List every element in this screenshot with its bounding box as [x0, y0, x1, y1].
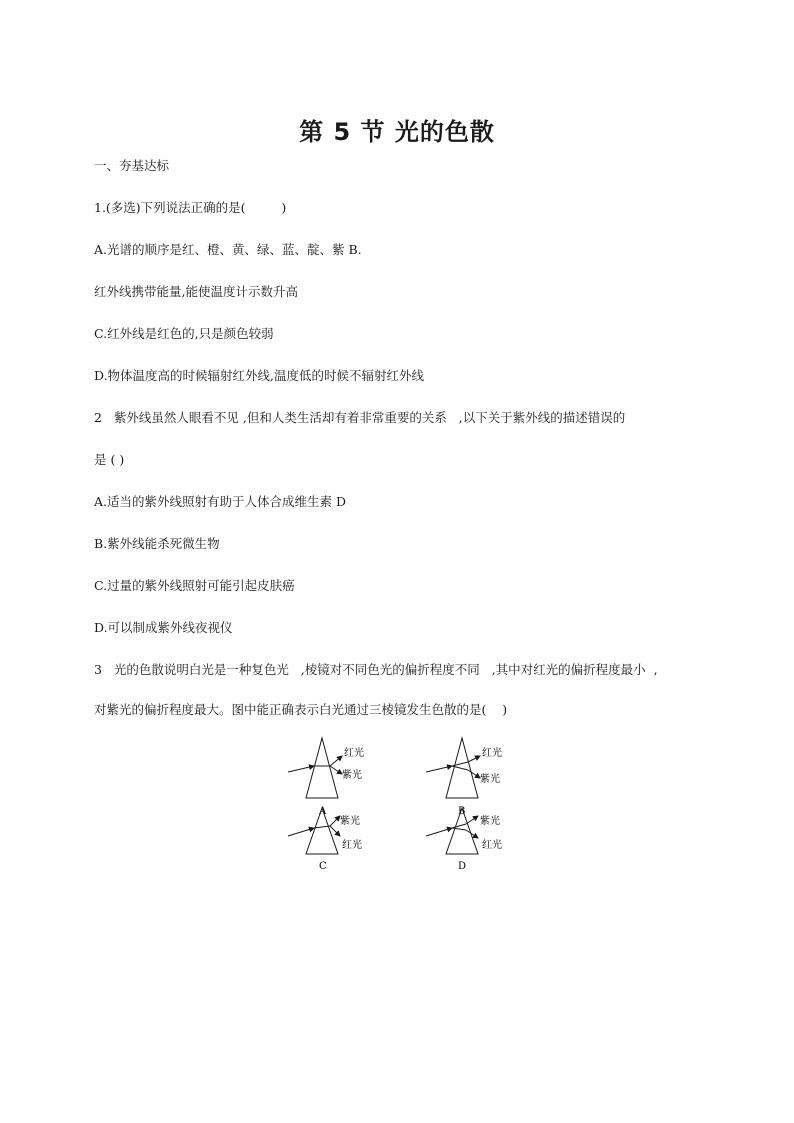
label-violet-a: 紫光: [342, 770, 362, 781]
label-violet-b: 紫光: [480, 774, 500, 785]
label-red-a: 红光: [344, 748, 364, 759]
q1-option-d: D.物体温度高的时候辐射红外线,温度低的时候不辐射红外线: [94, 368, 425, 383]
label-red-c: 红光: [342, 840, 362, 851]
option-label-b: B: [458, 806, 466, 817]
option-label-d: D: [458, 861, 467, 872]
q3-stem-line2: 对紫光的偏折程度最大。图中能正确表示白光通过三棱镜发生色散的是( ): [94, 702, 508, 717]
q2-option-d: D.可以制成紫外线夜视仪: [94, 620, 233, 635]
prism-b: [426, 738, 502, 817]
q1-option-a: A.光谱的顺序是红、橙、黄、绿、蓝、靛、紫 B.: [94, 242, 362, 257]
label-red-d: 红光: [482, 840, 502, 851]
label-violet-d: 紫光: [480, 816, 500, 827]
q2-stem-line2: 是 ( ): [94, 452, 125, 467]
q2-option-a: A.适当的紫外线照射有助于人体合成维生素 D: [94, 494, 346, 509]
label-red-b: 红光: [482, 748, 502, 759]
q2-stem-line1: 2 紫外线虽然人眼看不见 ,但和人类生活却有着非常重要的关系 ,以下关于紫外线的描述错误的: [94, 410, 626, 425]
q1-option-b: 红外线携带能量,能使温度计示数升高: [94, 284, 298, 299]
prism-dispersion-figure: [280, 730, 520, 880]
q2-option-c: C.过量的紫外线照射可能引起皮肤癌: [94, 578, 295, 593]
label-violet-c: 紫光: [340, 816, 360, 827]
section-heading: 一、夯基达标: [94, 158, 170, 173]
q3-stem-line1: 3 光的色散说明白光是一种复色光 ,棱镜对不同色光的偏折程度不同 ,其中对红光的偏折程度最小 ,: [94, 662, 658, 677]
q1-stem: 1.(多选)下列说法正确的是( ): [94, 200, 287, 215]
q1-option-c: C.红外线是红色的,只是颜色较弱: [94, 326, 274, 341]
prism-a: [288, 738, 364, 817]
prism-c: [288, 808, 362, 872]
option-label-c: C: [319, 861, 327, 872]
prism-d: [426, 808, 502, 872]
page-title: 第 5 节 光的色散: [299, 118, 495, 146]
option-label-a: A: [319, 806, 327, 817]
q2-option-b: B.紫外线能杀死微生物: [94, 536, 220, 551]
